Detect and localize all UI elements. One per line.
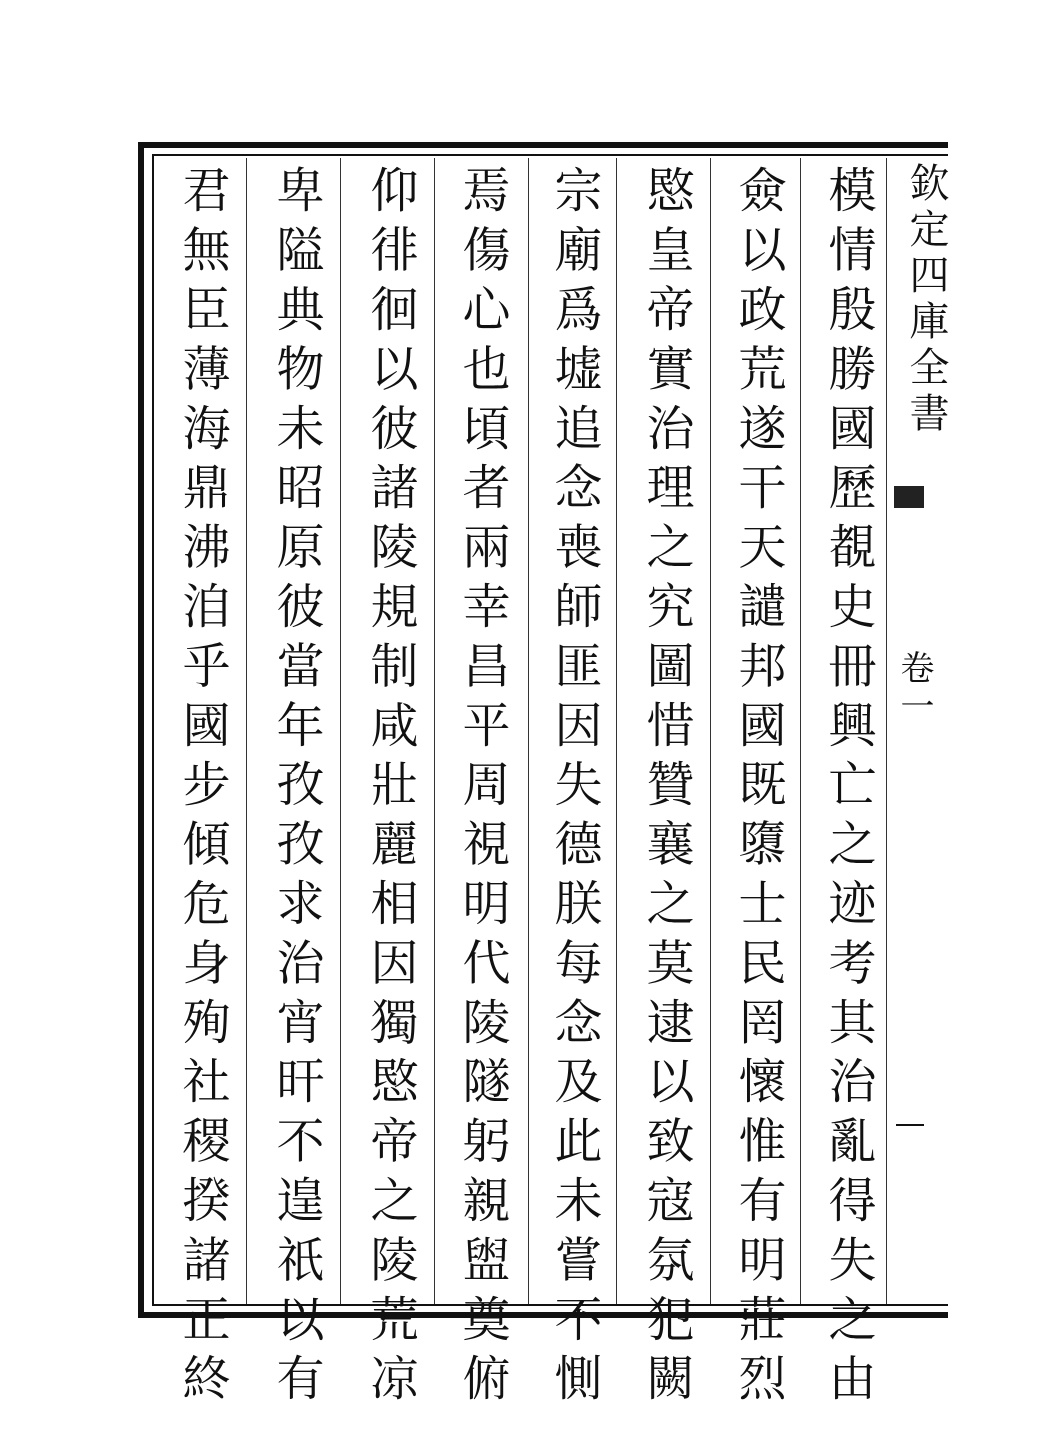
column-rule xyxy=(616,158,617,1304)
column-rule xyxy=(340,158,341,1304)
column-text: 僉以政荒遂干天譴邦國既隳士民罔懷惟有明莊烈 xyxy=(730,165,786,1413)
book-title: 欽定四庫全書 xyxy=(903,162,949,438)
column-rule xyxy=(710,158,711,1304)
column-text: 卑隘典物未昭原彼當年孜孜求治宵旰不遑祇以有 xyxy=(268,165,324,1413)
text-column-8 xyxy=(170,165,234,1413)
margin-tick-mark xyxy=(896,1124,924,1126)
column-text: 仰徘徊以彼諸陵規制咸壯麗相因獨愍帝之陵荒凉 xyxy=(362,165,418,1413)
column-text: 宗廟爲墟追念喪師匪因失德朕每念及此未嘗不惻 xyxy=(546,165,602,1413)
column-rule xyxy=(800,158,801,1304)
text-column-7 xyxy=(264,165,328,1413)
column-rule xyxy=(434,158,435,1304)
column-text: 焉傷心也頃者兩幸昌平周視明代陵隧躬親盥奠俯 xyxy=(454,165,510,1413)
text-column-5 xyxy=(450,165,514,1413)
text-column-2 xyxy=(726,165,790,1413)
fish-tail-mark xyxy=(894,486,924,508)
column-text: 模情殷勝國歷覩史冊興亡之迹考其治亂得失之由 xyxy=(820,165,876,1413)
volume-label: 卷一 xyxy=(894,650,934,726)
column-rule xyxy=(528,158,529,1304)
column-rule xyxy=(246,158,247,1304)
column-text: 君無臣薄海鼎沸洎乎國步傾危身殉社稷揆諸正終 xyxy=(174,165,230,1413)
text-column-4 xyxy=(542,165,606,1413)
text-column-3 xyxy=(634,165,698,1413)
text-column-6 xyxy=(358,165,422,1413)
text-column-1 xyxy=(816,165,880,1413)
column-text: 愍皇帝實治理之究圖惜贊襄之莫逮以致寇氛犯闕 xyxy=(638,165,694,1413)
